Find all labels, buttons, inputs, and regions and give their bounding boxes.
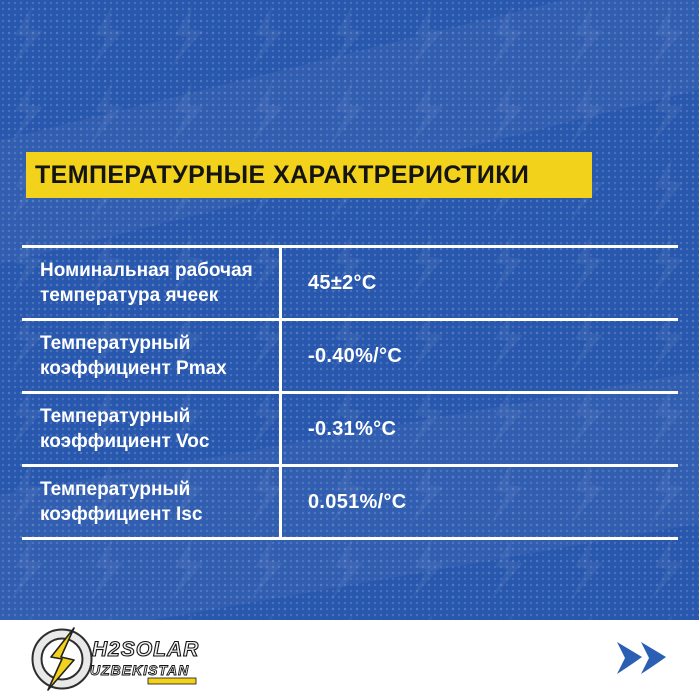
table-row: [22, 245, 678, 318]
logo-region-text: UZBEKISTAN: [90, 662, 190, 678]
next-arrows-icon[interactable]: [615, 641, 673, 675]
spec-label: Температурный коэффициент Isc: [22, 467, 282, 537]
spec-value: 0.051%/°C: [308, 490, 407, 513]
section-title: ТЕМПЕРАТУРНЫЕ ХАРАКТРЕРИСТИКИ: [35, 160, 530, 189]
spec-value: -0.40%/°C: [308, 344, 403, 367]
spec-label: Температурный коэффициент Pmax: [22, 321, 282, 391]
logo-tagline-strip: [148, 678, 196, 684]
h2solar-logo: [28, 626, 228, 692]
table-row: [22, 318, 678, 391]
section-title-banner: [26, 152, 592, 198]
specs-table: [22, 245, 678, 540]
chevron-right-icon: [641, 642, 666, 674]
logo-name-text: H2SOLAR: [92, 638, 200, 661]
footer-band: [0, 620, 699, 699]
spec-value: 45±2°C: [308, 271, 377, 294]
spec-label: Номинальная рабочая температура ячеек: [22, 248, 282, 318]
spec-label: Температурный коэффициент Voc: [22, 394, 282, 464]
spec-value: -0.31%°C: [308, 417, 397, 440]
chevron-right-icon: [617, 642, 642, 674]
table-row: [22, 391, 678, 464]
table-row: [22, 464, 678, 540]
